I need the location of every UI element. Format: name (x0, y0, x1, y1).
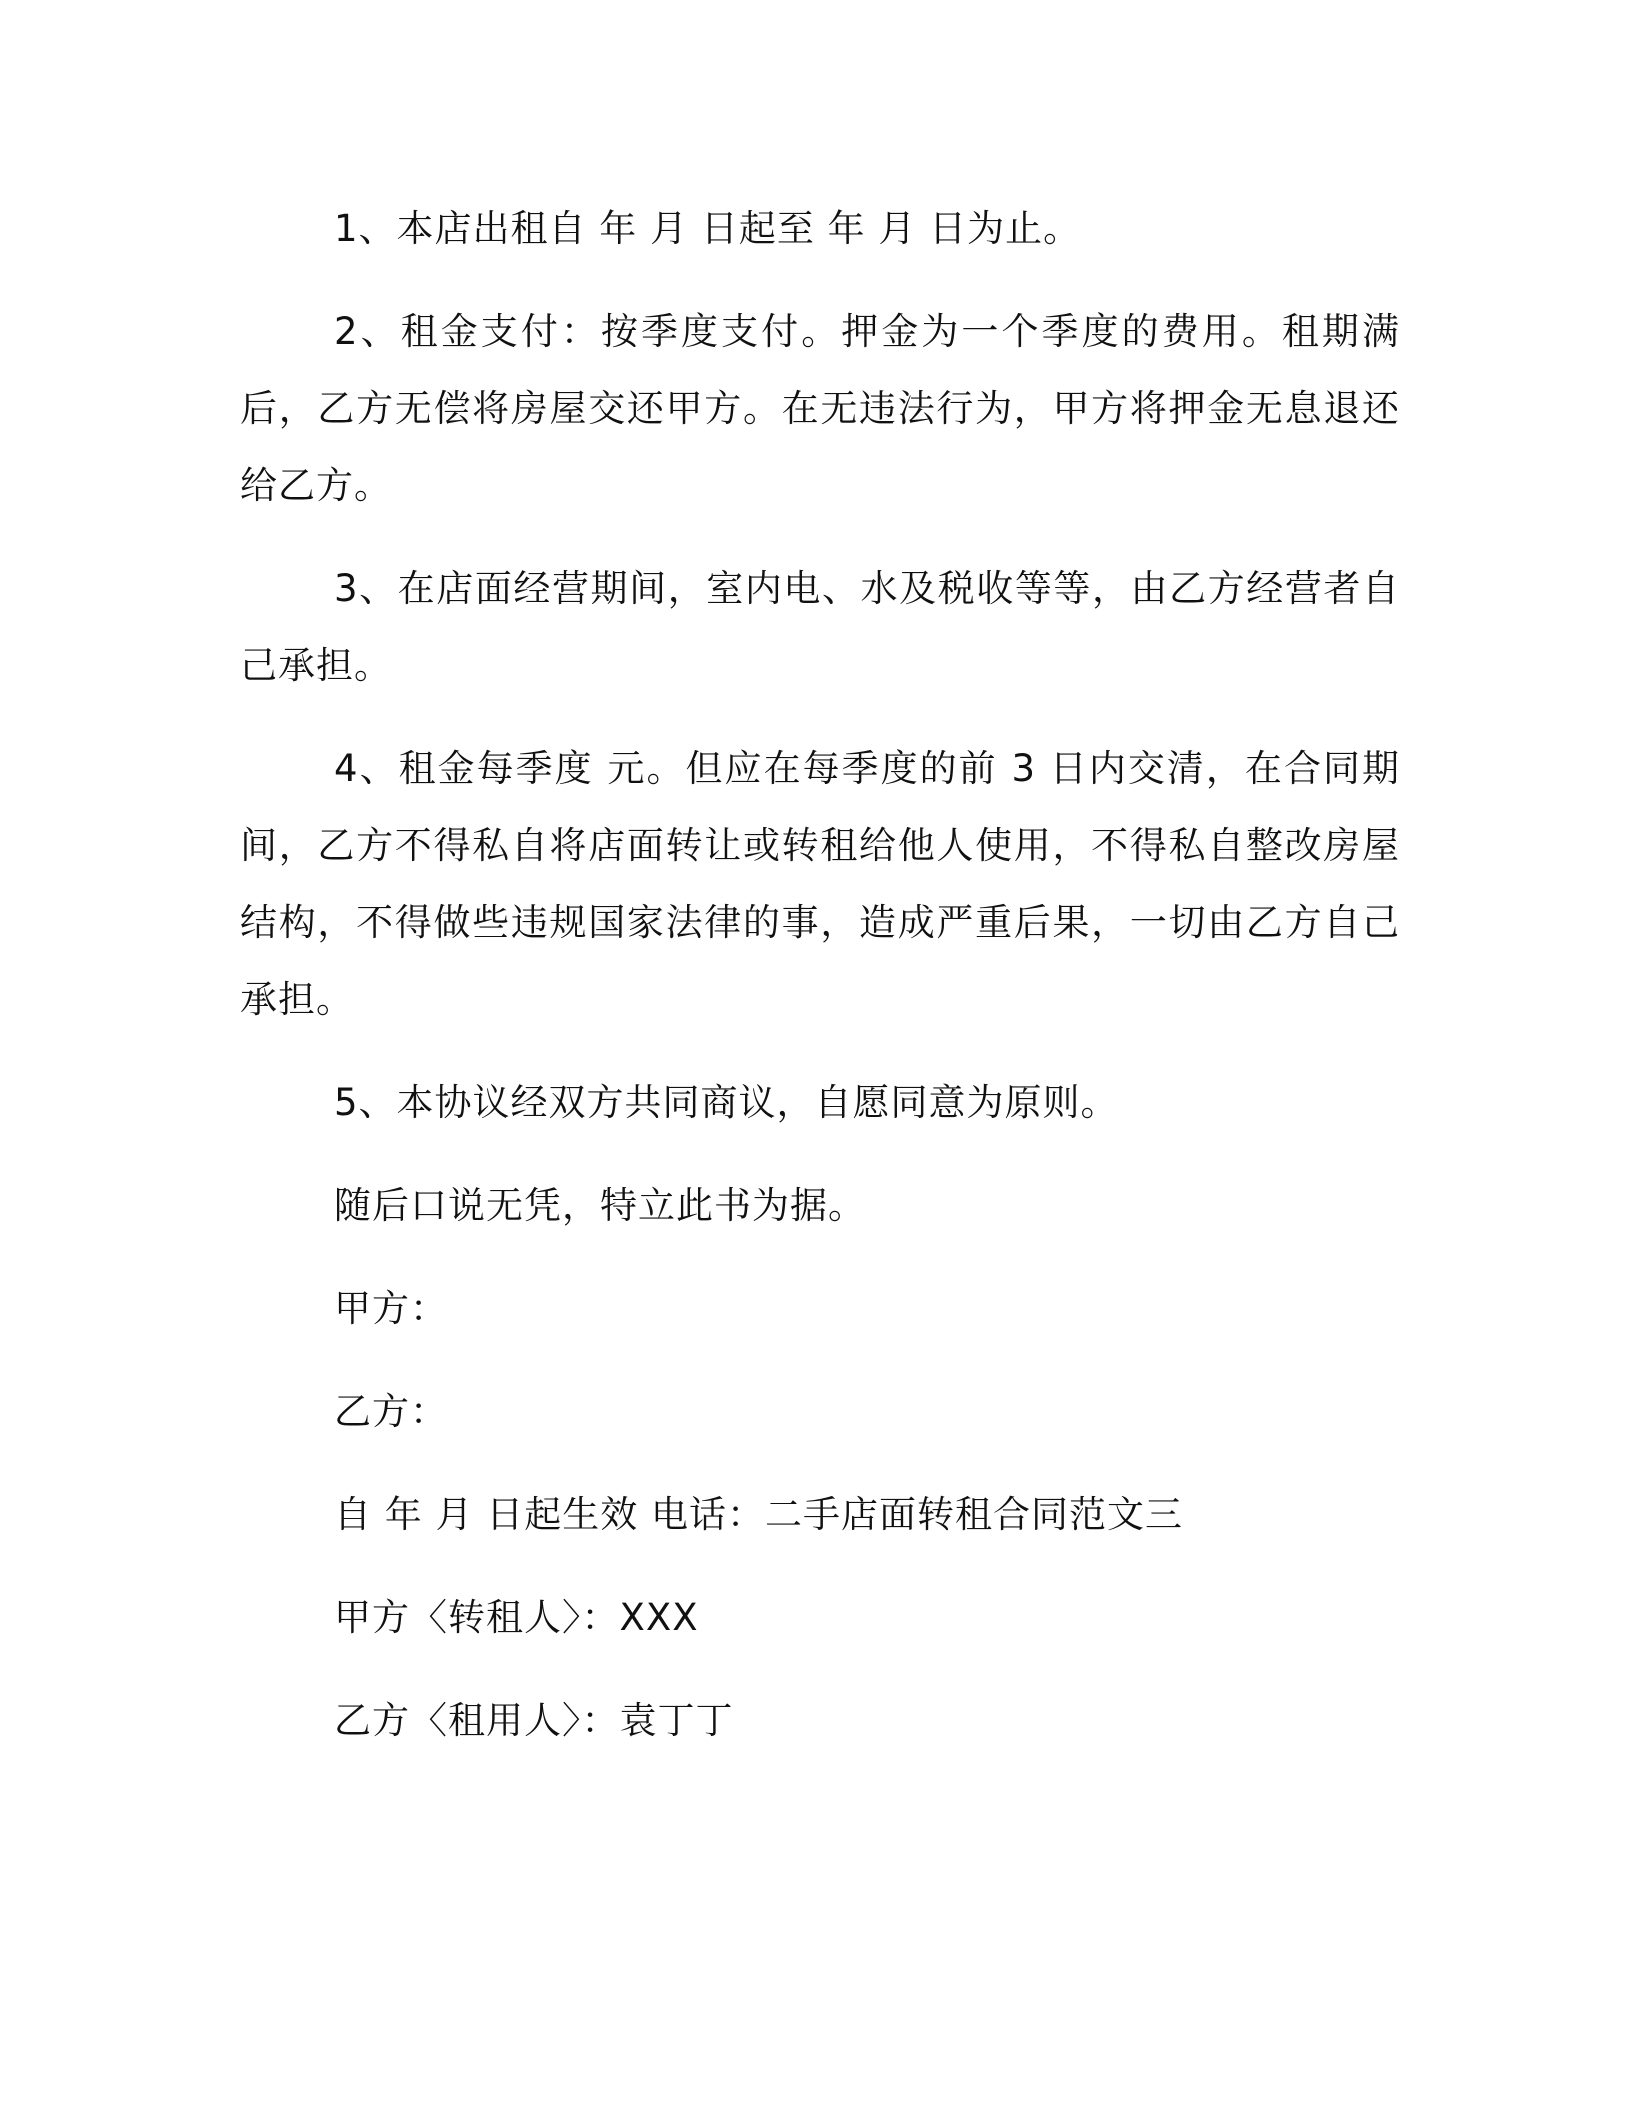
effective-date-line: 自 年 月 日起生效 电话：二手店面转租合同范文三 (334, 1493, 1184, 1536)
party-a-signature-line: 甲方： (334, 1287, 448, 1330)
clause-5: 5、本协议经双方共同商议，自愿同意为原则。 (334, 1081, 1119, 1124)
clause-1: 1、本店出租自 年 月 日起至 年 月 日为止。 (334, 207, 1082, 250)
closing-statement: 随后口说无凭，特立此书为据。 (334, 1184, 866, 1227)
party-a-sublessor: 甲方〈转租人〉：XXX (334, 1596, 699, 1639)
clause-2: 2、租金支付：按季度支付。押金为一个季度的费用。租期满后，乙方无偿将房屋交还甲方。在无违法行为，甲方将押金无息退还给乙方。 (240, 310, 1400, 507)
party-b-signature-line: 乙方： (334, 1390, 448, 1433)
clause-4: 4、租金每季度 元。但应在每季度的前 3 日内交清，在合同期间，乙方不得私自将店面转让或转租给他人使用，不得私自整改房屋结构，不得做些违规国家法律的事，造成严重后果，一切由乙方自己承担。 (240, 747, 1400, 1021)
clause-3: 3、在店面经营期间，室内电、水及税收等等，由乙方经营者自己承担。 (240, 567, 1400, 687)
party-b-lessee: 乙方〈租用人〉：袁丁丁 (334, 1699, 734, 1742)
document-body (240, 190, 1400, 1785)
